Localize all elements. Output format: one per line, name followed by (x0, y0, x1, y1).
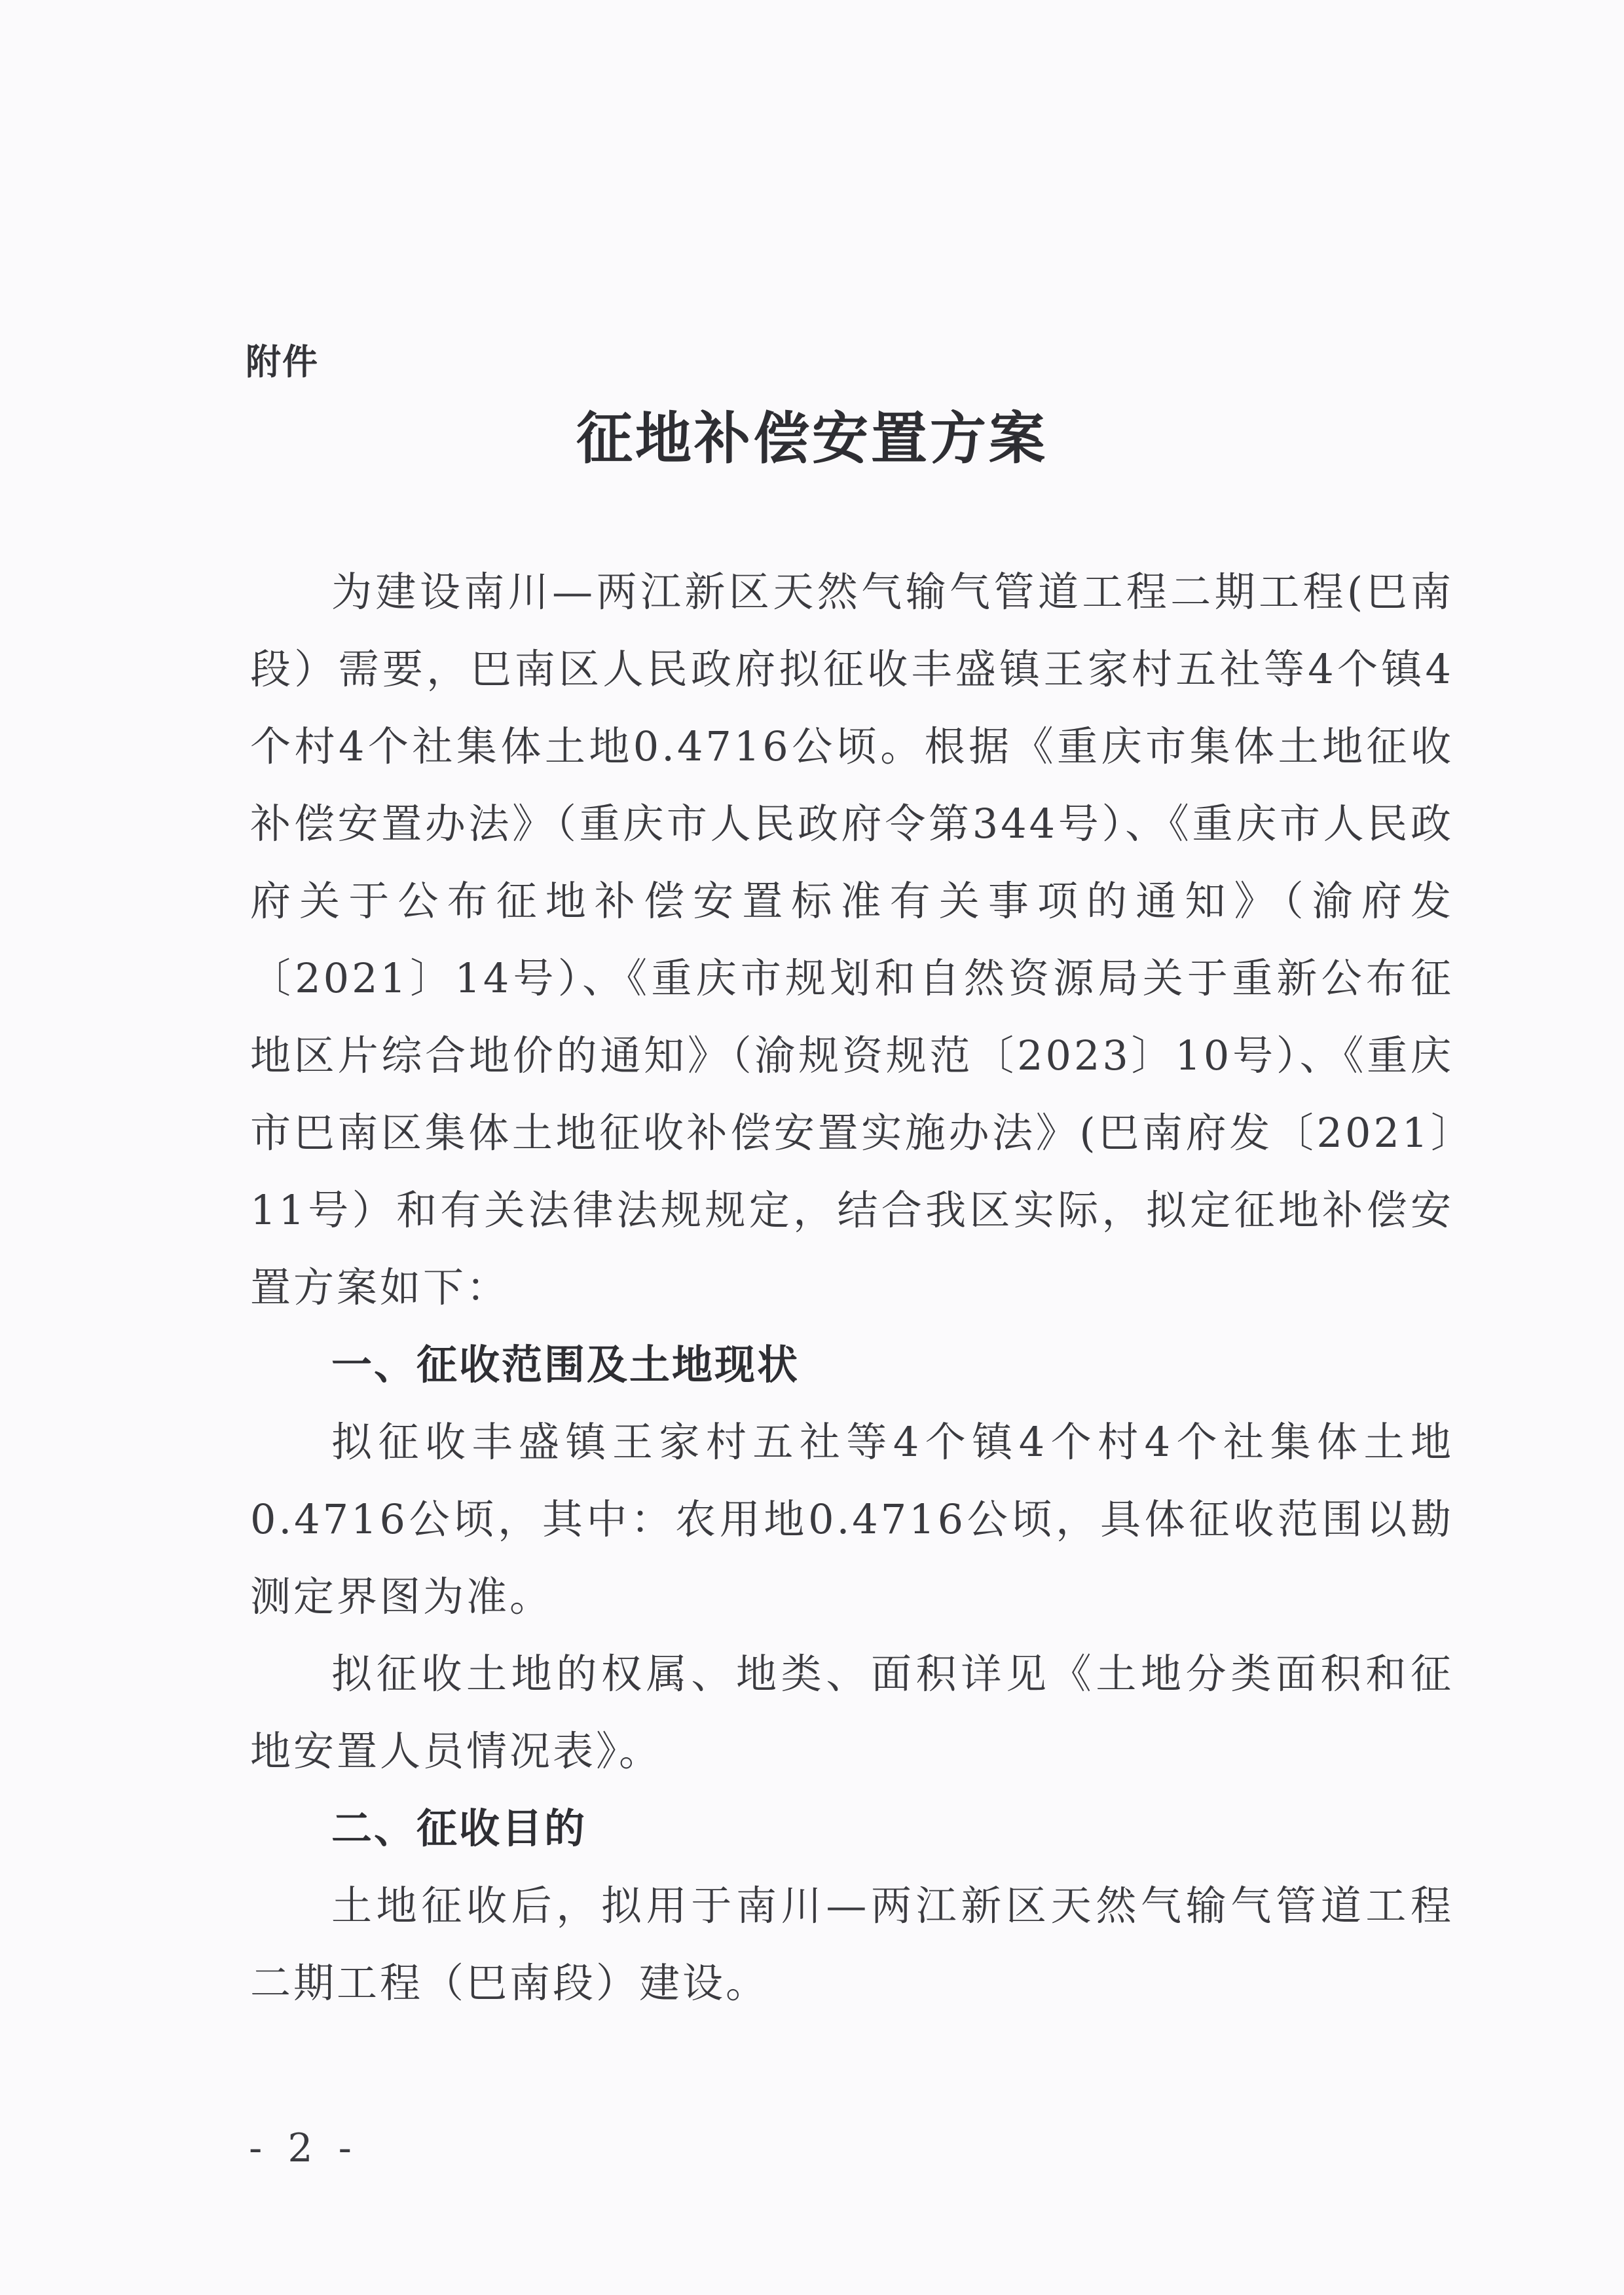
section-heading-scope: 一、征收范围及土地现状 (331, 1341, 800, 1389)
document-body (250, 553, 1454, 2022)
section-heading-purpose: 二、征收目的 (331, 1804, 587, 1852)
page-number: - 2 - (249, 2125, 358, 2171)
intro-paragraph: 为建设南川—两江新区天然气输气管道工程二期工程(巴南段）需要，巴南区人民政府拟征收丰盛镇王家村五社等4个镇4个村4个社集体土地0.4716公顷。根据《重庆市集体土地征收补偿安置办法》（重庆市人民政府令第344号）、《重庆市人民政府关于公布征地补偿安置标准有关事项的通知》（渝府发〔2021〕14号）、《重庆市规划和自然资源局关于重新公布征地区片综合地价的通知》（渝规资规范〔2023〕10号）、《重庆市巴南区集体土地征收补偿安置实施办法》(巴南府发〔2021〕11号）和有关法律法规规定，结合我区实际，拟定征地补偿安置方案如下： (250, 568, 1454, 1311)
ownership-paragraph: 拟征收土地的权属、地类、面积详见《土地分类面积和征地安置人员情况表》。 (250, 1650, 1454, 1775)
attachment-label: 附件 (246, 341, 319, 382)
document-title: 征地补偿安置方案 (576, 405, 1048, 472)
scope-paragraph: 拟征收丰盛镇王家村五社等4个镇4个村4个社集体土地0.4716公顷，其中：农用地0.4716公顷，具体征收范围以勘测定界图为准。 (250, 1418, 1454, 1620)
purpose-paragraph: 土地征收后，拟用于南川—两江新区天然气输气管道工程二期工程（巴南段）建设。 (250, 1882, 1454, 2007)
